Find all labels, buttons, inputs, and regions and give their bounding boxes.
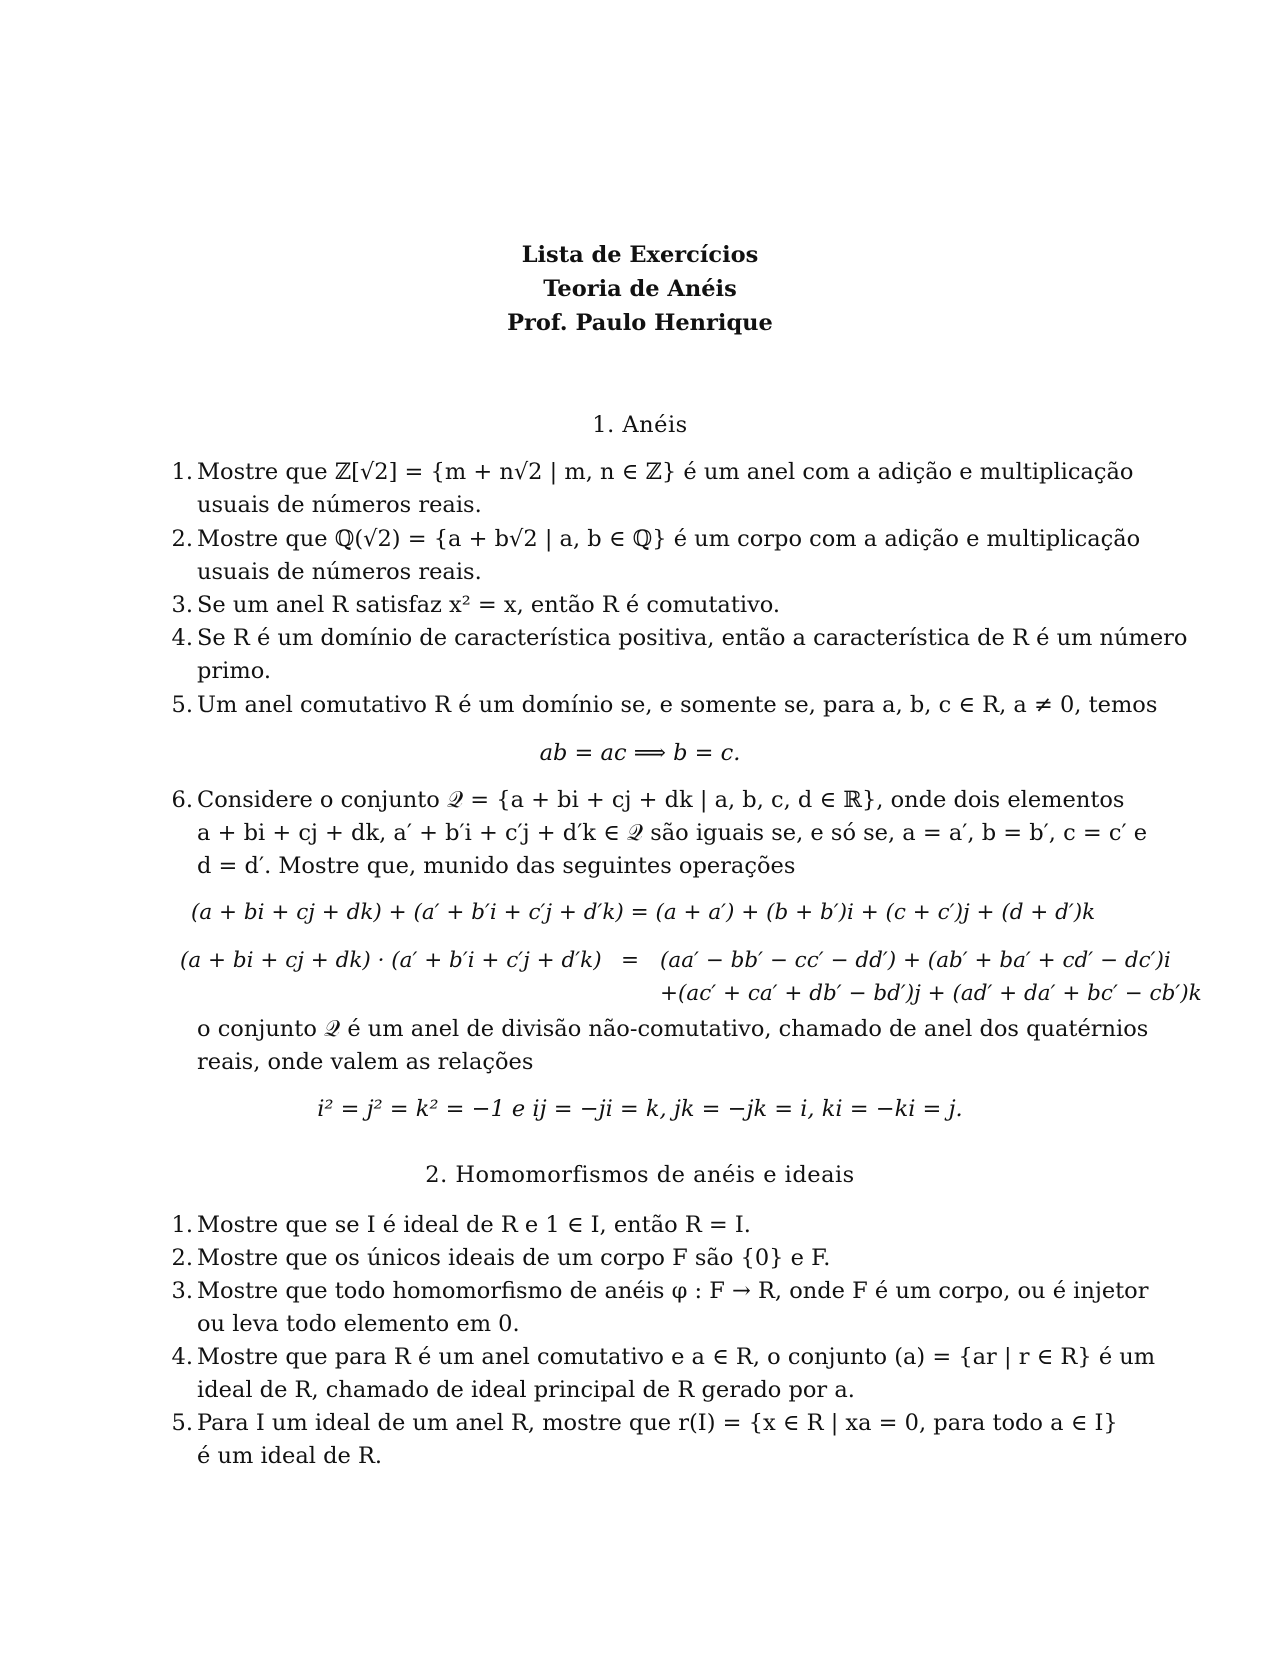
item-text: Mostre que os únicos ideais de um corpo F são {0} e F. [197,1245,831,1271]
item-number: 1. [171,1212,193,1238]
item-text: Mostre que ℤ[√2] = {m + n√2 | m, n ∈ ℤ} é um anel com a adição e multiplicação [197,459,1134,485]
equation-quaternion-relations: i² = j² = k² = −1 e ij = −ji = k, jk = −jk = i, ki = −ki = j. [317,1096,963,1122]
item-number: 3. [171,1278,193,1304]
item-number: 2. [171,1245,193,1271]
item-number: 2. [171,526,193,552]
equation-product-rhs-line-2: +(ac′ + ca′ + db′ − bd′)j + (ad′ + da′ + bc′ − cb′)k [660,981,1202,1006]
item-text: Mostre que ℚ(√2) = {a + b√2 | a, b ∈ ℚ} é um corpo com a adição e multiplicação [197,526,1141,552]
item-number: 1. [171,459,193,485]
item-text: primo. [197,658,271,684]
item-number: 4. [171,1344,193,1370]
item-text: Se um anel R satisfaz x² = x, então R é comutativo. [197,592,781,618]
item-number: 3. [171,592,193,618]
professor-name: Prof. Paulo Henrique [507,310,773,336]
item-number: 6. [171,787,193,813]
equation-product-equals: = [621,948,640,973]
equation-product-lhs: (a + bi + cj + dk) · (a′ + b′i + c′j + d′k) [180,948,602,973]
document-header [0,238,1280,340]
equation-sum: (a + bi + cj + dk) + (a′ + b′i + c′j + d′k) = (a + a′) + (b + b′)i + (c + c′)j + (d + d′)k [191,900,1096,925]
item-text: Mostre que se I é ideal de R e 1 ∈ I, então R = I. [197,1212,751,1238]
item-text: Se R é um domínio de característica positiva, então a característica de R é um número [197,625,1188,651]
item-text: d = d′. Mostre que, munido das seguintes operações [197,853,796,879]
item-text: ou leva todo elemento em 0. [197,1311,520,1337]
item-text: Um anel comutativo R é um domínio se, e somente se, para a, b, c ∈ R, a ≠ 0, temos [197,692,1158,718]
item-text: reais, onde valem as relações [197,1049,534,1075]
item-number: 4. [171,625,193,651]
section-2-title: 2. Homomorfismos de anéis e ideais [425,1162,855,1188]
subject-title: Teoria de Anéis [543,276,737,302]
item-number: 5. [171,1410,193,1436]
item-text: é um ideal de R. [197,1443,383,1469]
item-text: Mostre que para R é um anel comutativo e a ∈ R, o conjunto (a) = {ar | r ∈ R} é um [197,1344,1156,1370]
equation-product-rhs-line-1: (aa′ − bb′ − cc′ − dd′) + (ab′ + ba′ + cd′ − dc′)i [660,948,1171,973]
list-title: Lista de Exercícios [521,242,759,268]
item-number: 5. [171,692,193,718]
item-text: a + bi + cj + dk, a′ + b′i + c′j + d′k ∈ 𝒬 são iguais se, e só se, a = a′, b = b′, c = c′ e [197,820,1148,846]
item-text: Considere o conjunto 𝒬 = {a + bi + cj + dk | a, b, c, d ∈ ℝ}, onde dois elementos [197,787,1125,813]
section-1-title: 1. Anéis [592,412,688,438]
item-text: Para I um ideal de um anel R, mostre que r(I) = {x ∈ R | xa = 0, para todo a ∈ I} [197,1410,1118,1436]
item-text: o conjunto 𝒬 é um anel de divisão não-comutativo, chamado de anel dos quatérnios [197,1016,1149,1042]
item-text: usuais de números reais. [197,492,482,518]
item-text: ideal de R, chamado de ideal principal de R gerado por a. [197,1377,855,1403]
item-text: Mostre que todo homomorfismo de anéis φ : F → R, onde F é um corpo, ou é injetor [197,1278,1149,1304]
item-text: usuais de números reais. [197,559,482,585]
equation-cancellation: ab = ac ⟹ b = c. [539,740,741,766]
